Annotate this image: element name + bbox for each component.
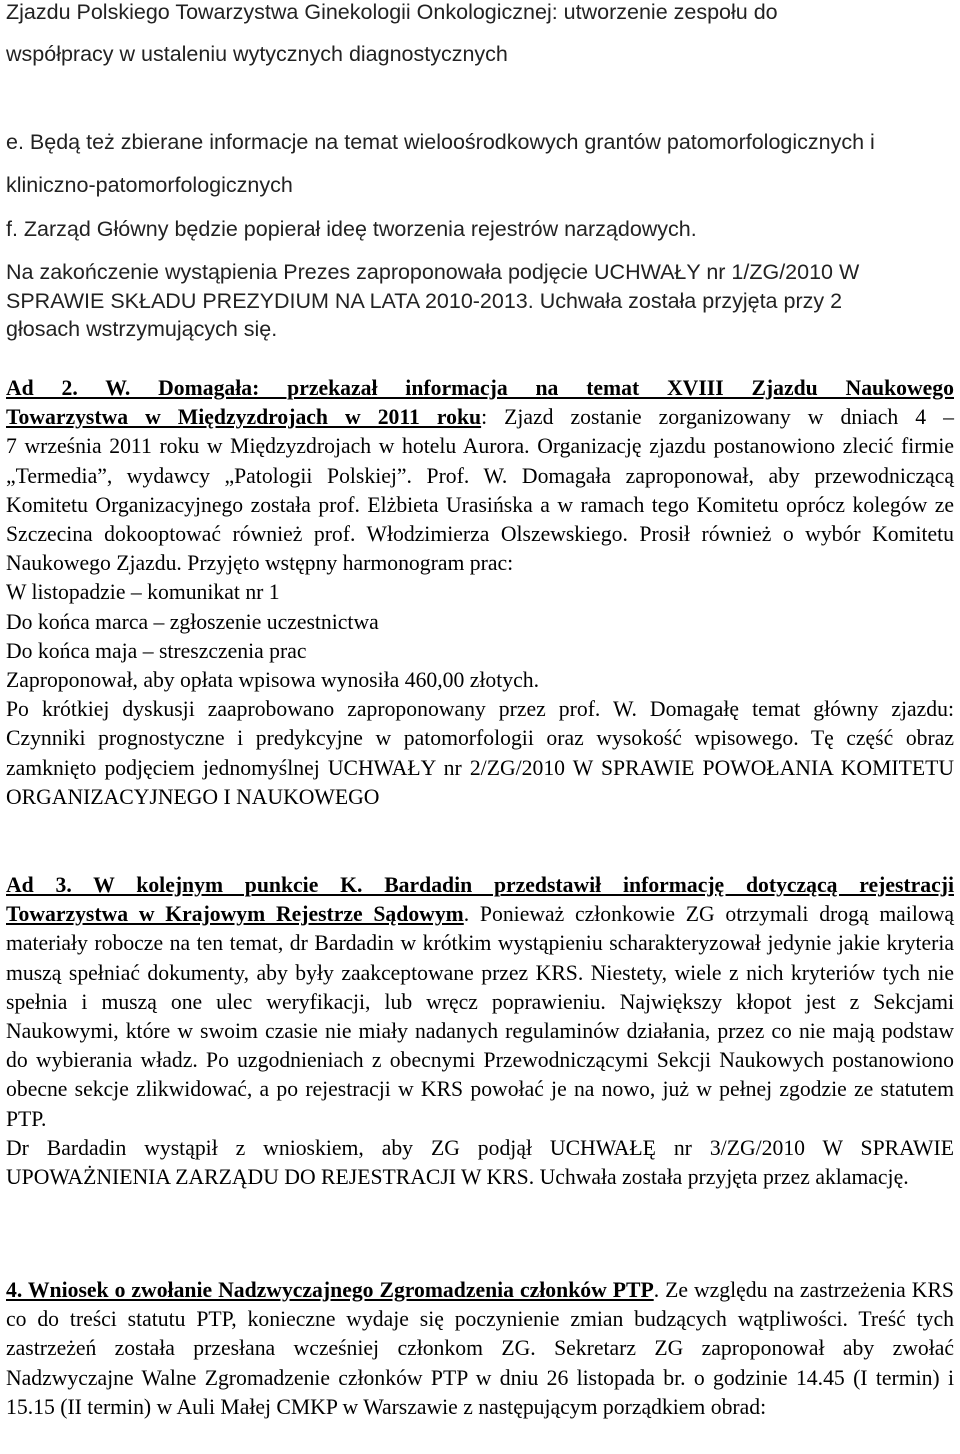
ad3-section [6, 871, 954, 1192]
schedule-item-1: W listopadzie – komunikat nr 1 [6, 580, 280, 605]
ad2-heading-line-2: Towarzystwa w Międzyzdrojach w 2011 roku: Zjazd zostanie zorganizowany w dniach 4 – [6, 405, 954, 430]
resolution-1-line-1: Na zakończenie wystąpienia Prezes zaproponowała podjęcie UCHWAŁY nr 1/ZG/2010 W [6, 260, 860, 284]
ad2-section [6, 374, 954, 812]
ad2-discussion: Po krótkiej dyskusji zaaprobowano zaproponowany przez prof. W. Domagałę temat główny zjazdu: Czynniki prognostyczne i predykcyjne w patomorfologii oraz wysokość wpisowego. Tę część obraz zamknięto podjęciem jednomyślnej UCHWAŁY nr 2/ZG/2010 W SPRAWIE POWOŁANIA KOMITETU ORGANIZACYJNEGO I NAUKOWEGO [6, 697, 954, 809]
ad3-motion: Dr Bardadin wystąpił z wnioskiem, aby ZG podjął UCHWAŁĘ nr 3/ZG/2010 W SPRAWIE UPOWAŻNIENIA ZARZĄDU DO REJESTRACJI W KRS. Uchwała została przyjęta przez aklamację. [6, 1135, 954, 1190]
item4-section [6, 1276, 954, 1422]
resolution-1-line-3: głosach wstrzymujących się. [6, 317, 278, 341]
intro-line-1: Zjazdu Polskiego Towarzystwa Ginekologii Onkologicznej: utworzenie zespołu do [6, 0, 778, 24]
fee-line: Zaproponował, aby opłata wpisowa wynosiła 460,00 złotych. [6, 668, 540, 693]
schedule-item-3: Do końca maja – streszczenia prac [6, 638, 307, 663]
item4-body: 4. Wniosek o zwołanie Nadzwyczajnego Zgromadzenia członków PTP. Ze względu na zastrzeżenia KRS co do treści statutu PTP, konieczne wydaje się poczynienie zmian budzących wątpliwości. Treść tych zastrzeżeń została przesłana wcześniej członkom ZG. Sekretarz ZG zaproponował aby zwołać Nadzwyczajne Walne Zgromadzenie członków PTP w dniu 26 listopada br. o godzinie 14.45 (I termin) i 15.15 (II termin) w Auli Małej CMKP w Warszawie z następującym porządkiem obrad: [6, 1278, 954, 1419]
item-f: f. Zarząd Główny będzie popierał ideę tworzenia rejestrów narządowych. [6, 217, 697, 241]
ad3-heading: Ad 3. W kolejnym punkcie K. Bardadin przedstawił informację dotyczącą rejestracji [6, 873, 954, 897]
ad2-heading: Ad 2. W. Domagała: przekazał informacja na temat XVIII Zjazdu Naukowego [6, 376, 954, 400]
item-e-line-2: kliniczno-patomorfologicznych [6, 173, 293, 197]
ad3-body: Towarzystwa w Krajowym Rejestrze Sądowym. Ponieważ członkowie ZG otrzymali drogą mailową materiały robocze na ten temat, dr Bardadin w krótkim wystąpieniu scharakteryzował jedynie jakie kryteria muszą spełniać dokumenty, aby były zaakceptowane przez KRS. Niestety, wiele z nich kryteriów tych nie spełnia i muszą one ulec weryfikacji, lub wręcz poprawieniu. Największy kłopot jest z Sekcjami Naukowymi, które w swoim czasie nie miały nadanych regulaminów działania, przez co nie mają podstaw do wybierania władz. Po uzgodnieniach z obecnymi Przewodniczącymi Sekcji Naukowych postanowiono obecne sekcje zlikwidować, a po rejestracji w KRS powołać je na nowo, już w pełnej zgodzie ze statutem PTP. [6, 902, 954, 1131]
schedule-item-2: Do końca marca – zgłoszenie uczestnictwa [6, 609, 379, 634]
ad2-body: 7 września 2011 roku w Międzyzdrojach w hotelu Aurora. Organizację zjazdu postanowiono zlecić firmie „Termedia”, wydawcy „Patologii Polskiej”. Prof. W. Domagała zaproponował, aby przewodniczącą Komitetu Organizacyjnego została prof. Elżbieta Urasińska a w ramach tego Komitetu oprócz kolegów ze Szczecina dokooptować również prof. Włodzimierza Olszewskiego. Prosił również o wybór Komitetu Naukowego Zjazdu. Przyjęto wstępny harmonogram prac: [6, 434, 954, 576]
item-e-line-1: e. Będą też zbierane informacje na temat wieloośrodkowych grantów patomorfologicznych i [6, 130, 875, 154]
resolution-1-line-2: SPRAWIE SKŁADU PREZYDIUM NA LATA 2010-2013. Uchwała została przyjęta przy 2 [6, 289, 843, 313]
intro-line-2: współpracy w ustaleniu wytycznych diagnostycznych [6, 42, 508, 66]
